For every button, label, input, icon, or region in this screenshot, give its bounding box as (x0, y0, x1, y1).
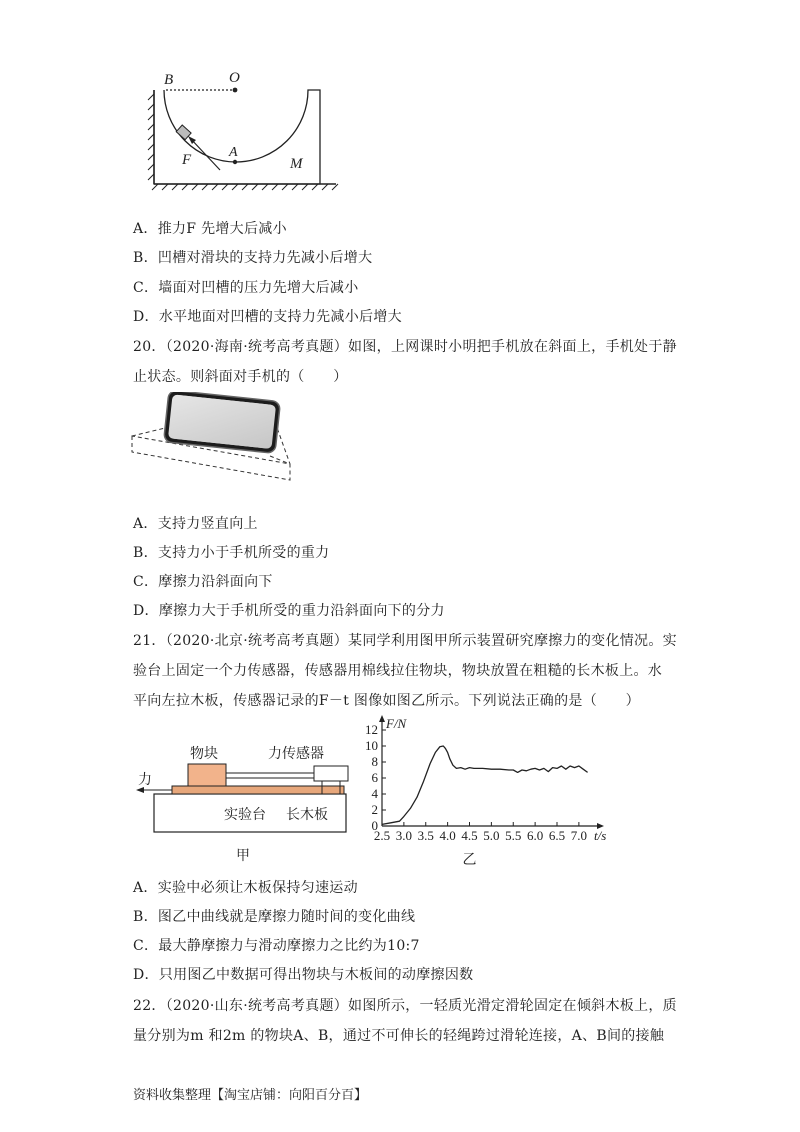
force-time-chart (360, 714, 622, 868)
q21-option-d: D．只用图乙中数据可得出物块与木板间的动摩擦因数 (133, 967, 474, 983)
x-tick-label: 5.5 (505, 828, 522, 843)
y-tick-label: 2 (371, 802, 378, 817)
q21-option-c: C．最大静摩擦力与滑动摩擦力之比约为10:7 (133, 938, 420, 954)
x-tick-label: 6.5 (548, 828, 566, 843)
x-tick-label: 5.0 (483, 828, 500, 843)
q21-stem-line2: 验台上固定一个力传感器，传感器用棉线拉住物块，物块放置在粗糙的长木板上。水 (133, 663, 663, 679)
q19-option-c: C．墙面对凹槽的压力先增大后减小 (133, 280, 359, 296)
q20-option-b: B．支持力小于手机所受的重力 (133, 545, 330, 561)
q19-option-d: D．水平地面对凹槽的支持力先减小后增大 (133, 309, 402, 325)
label-B: B (164, 72, 174, 88)
q21-option-a: A．实验中必须让木板保持匀速运动 (133, 880, 358, 896)
x-tick-label: 3.5 (417, 828, 434, 843)
y-tick-label: 0 (371, 818, 378, 833)
footer-note: 资料收集整理【淘宝店铺：向阳百分百】 (133, 1088, 368, 1103)
y-tick-label: 6 (371, 770, 378, 785)
q20-option-c: C．摩擦力沿斜面向下 (133, 574, 273, 590)
label-M: M (290, 156, 303, 172)
x-tick-label: 2.5 (373, 828, 391, 843)
label-sensor: 力传感器 (268, 747, 324, 762)
chart-caption: 乙 (462, 853, 477, 868)
label-force: 力 (138, 773, 152, 788)
q20-stem-line1: 20．（2020·海南·统考高考真题）如图，上网课时小明把手机放在斜面上，手机处于静 (133, 339, 677, 355)
label-block: 物块 (190, 747, 218, 762)
x-tick-label: 4.0 (439, 828, 456, 843)
label-table: 实验台 (224, 808, 266, 823)
y-tick-label: 10 (365, 738, 378, 753)
x-tick-label: 6.0 (527, 828, 544, 843)
q20-option-a: A．支持力竖直向上 (133, 516, 258, 532)
caption-jia: 甲 (236, 849, 250, 864)
y-axis-arrow (379, 715, 385, 722)
label-O: O (229, 70, 240, 86)
q21-stem-line3: 平向左拉木板，传感器记录的F－t 图像如图乙所示。下列说法正确的是（ ） (133, 693, 640, 709)
q22-stem-line2: 量分别为m 和2m 的物块A、B，通过不可伸长的轻绳跨过滑轮连接，A、B间的接触 (133, 1028, 665, 1044)
label-F: F (182, 152, 192, 168)
q20-option-d: D．摩擦力大于手机所受的重力沿斜面向下的分力 (133, 603, 445, 619)
label-board: 长木板 (286, 808, 328, 823)
x-axis-label: t/s (594, 828, 607, 843)
y-tick-label: 8 (371, 754, 378, 769)
groove-diagram (140, 62, 350, 196)
q20-stem-line2: 止状态。则斜面对手机的（ ） (133, 369, 348, 385)
x-tick-label: 4.5 (461, 828, 478, 843)
q19-option-a: A．推力F 先增大后减小 (133, 221, 287, 237)
x-tick-label: 3.0 (395, 828, 412, 843)
label-A: A (229, 145, 238, 160)
y-axis-label: F/N (386, 716, 407, 731)
series-line (382, 746, 588, 824)
phone-incline-diagram (130, 392, 300, 484)
x-tick-label: 7.0 (570, 828, 587, 843)
q21-stem-line1: 21．（2020·北京·统考高考真题）某同学利用图甲所示装置研究摩擦力的变化情况。实 (133, 633, 677, 649)
y-tick-label: 4 (371, 786, 378, 801)
q21-option-b: B．图乙中曲线就是摩擦力随时间的变化曲线 (133, 909, 416, 925)
apparatus-diagram (134, 742, 362, 868)
q22-stem-line1: 22．（2020·山东·统考高考真题）如图所示，一轻质光滑定滑轮固定在倾斜木板上，质 (133, 998, 677, 1014)
y-tick-label: 12 (365, 722, 378, 737)
q19-option-b: B．凹槽对滑块的支持力先减小后增大 (133, 250, 373, 266)
